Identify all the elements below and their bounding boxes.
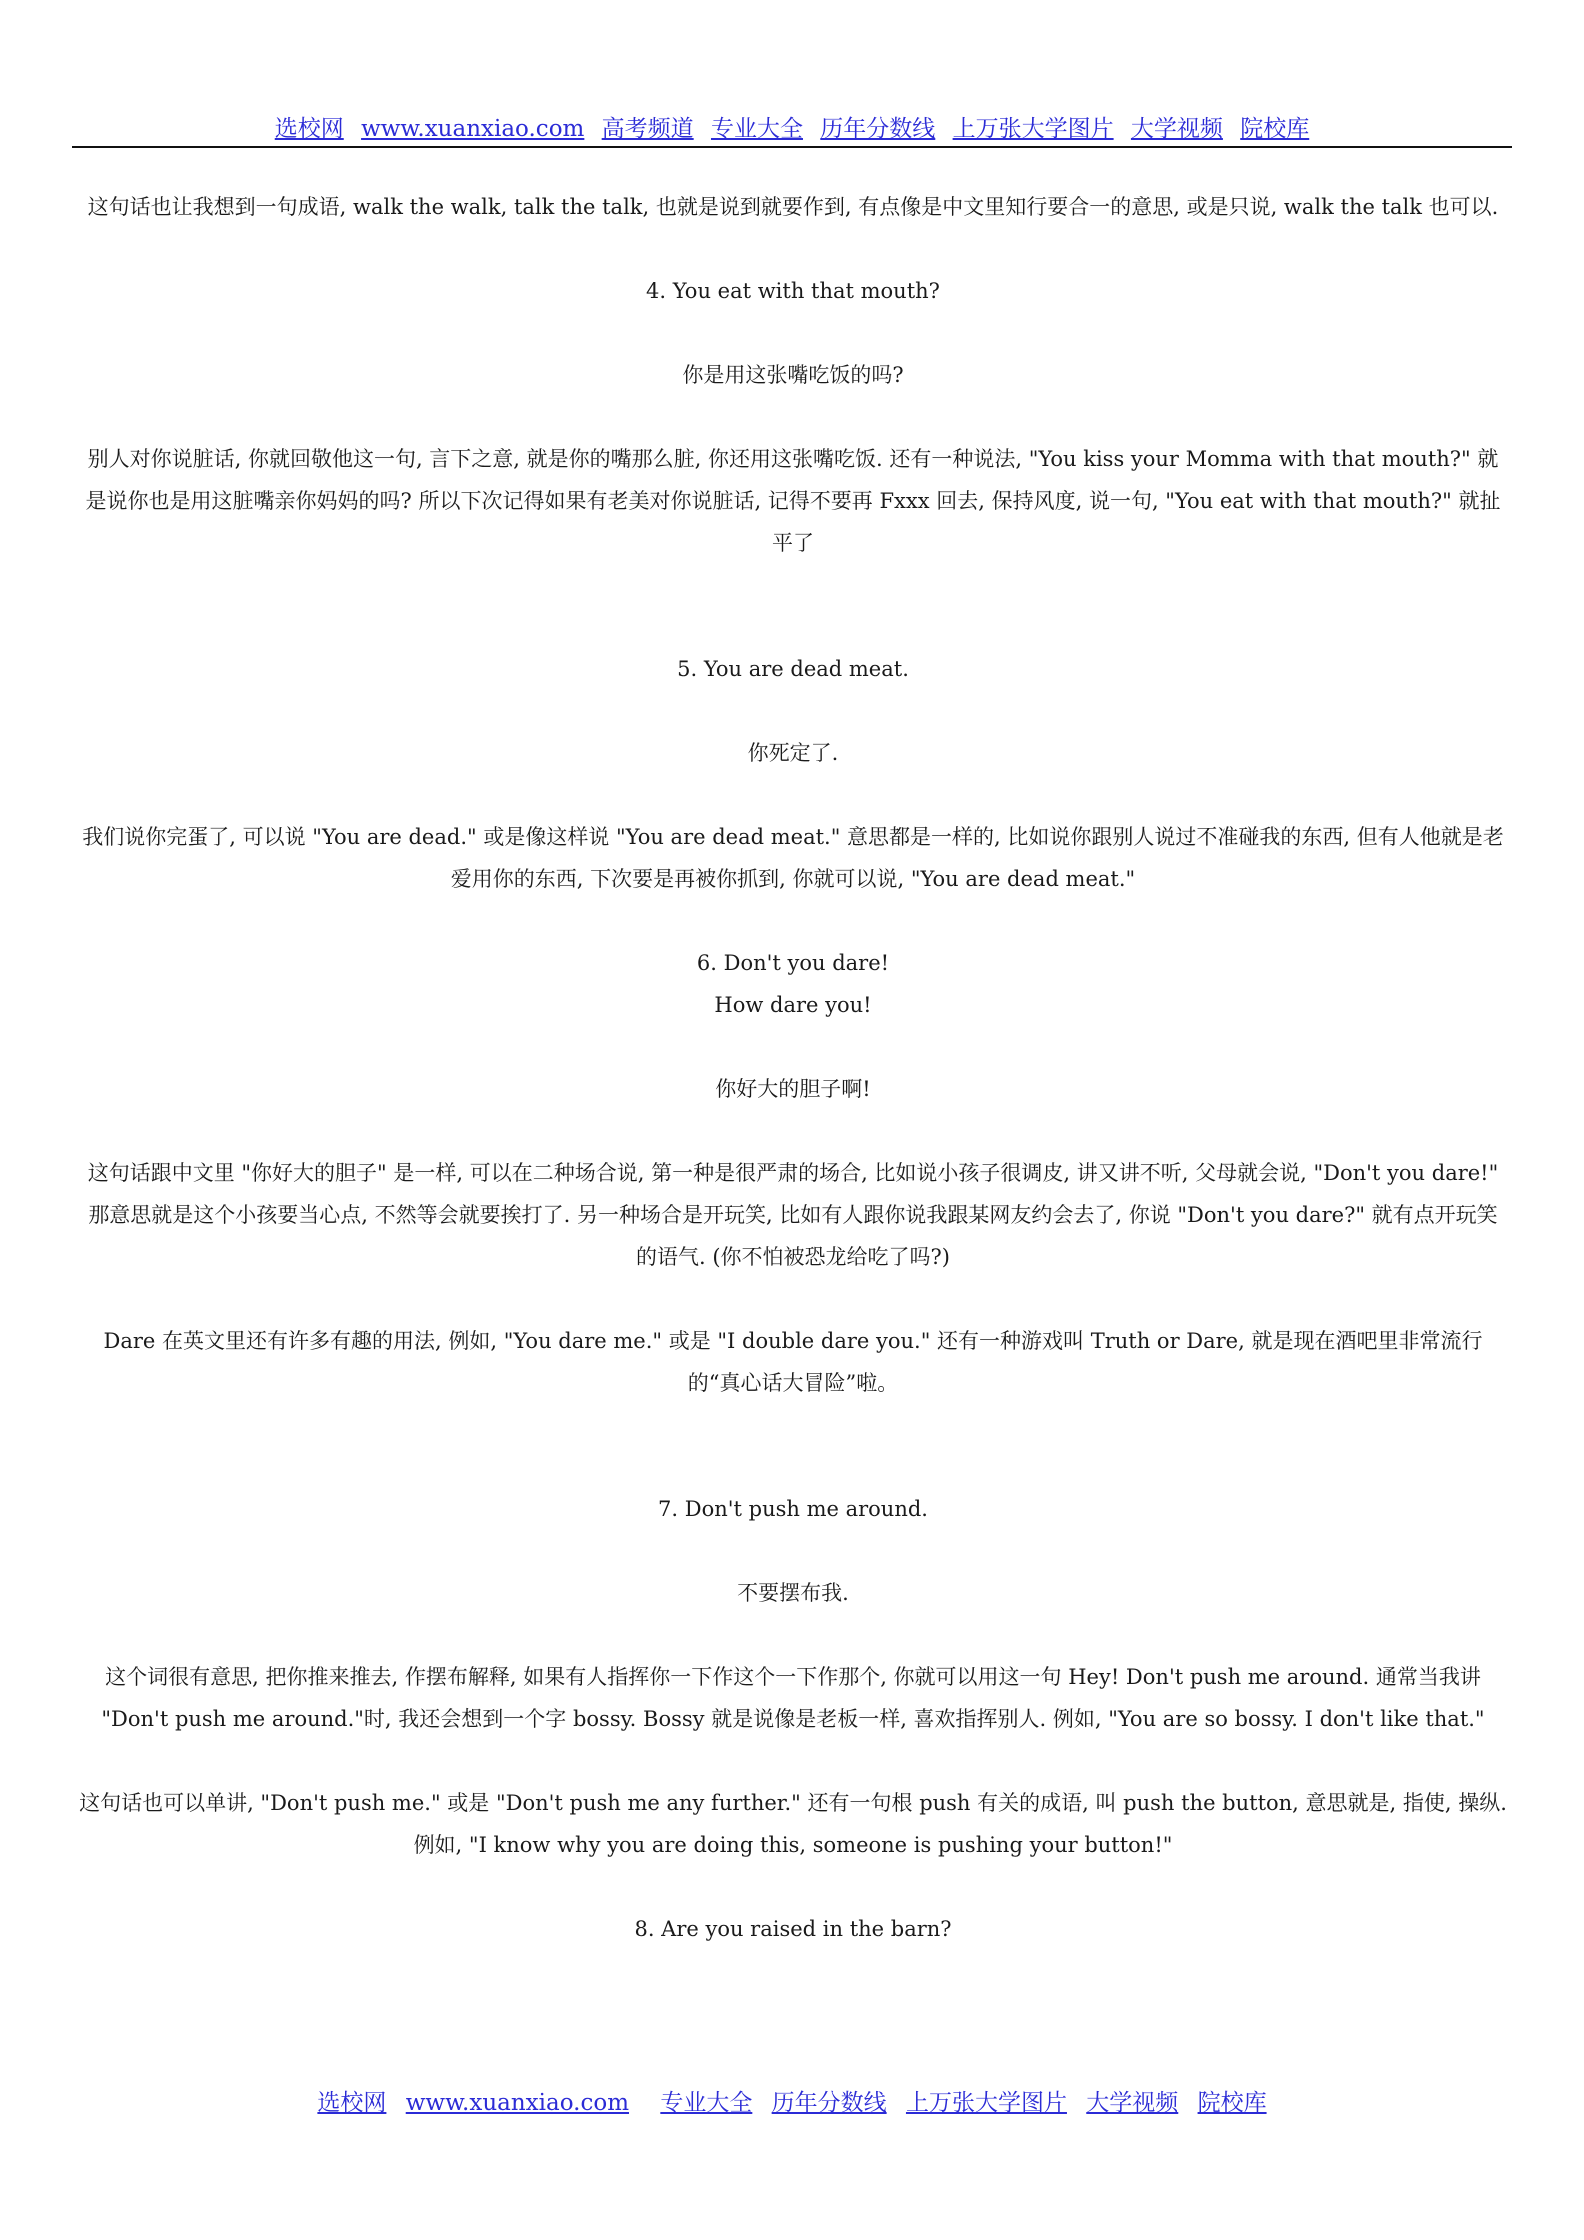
footer-link-videos[interactable]: 大学视频 <box>1086 2090 1179 2116</box>
footer-nav <box>0 2086 1584 2120</box>
item-4-explanation: 别人对你说脏话, 你就回敬他这一句, 言下之意, 就是你的嘴那么脏, 你还用这张嘴吃饭. 还有一种说法, "You kiss your Momma with that mouth?" 就是说你也是用这脏嘴亲你妈妈的吗? 所以下次记得如果有老美对你说脏话, 记得不要再 Fxxx 回去, 保持风度, 说一句, "You eat with that mouth?" 就扯平了 <box>85 447 1501 555</box>
item-5-explanation: 我们说你完蛋了, 可以说 "You are dead." 或是像这样说 "You are dead meat." 意思都是一样的, 比如说你跟别人说过不准碰我的东西, 但有人他就是老爱用你的东西, 下次要是再被你抓到, 你就可以说, "You are dead meat." <box>82 825 1504 891</box>
header-link-site-url[interactable]: www.xuanxiao.com <box>361 116 585 142</box>
item-4-translation: 你是用这张嘴吃饭的吗? <box>682 363 904 387</box>
footer-link-majors[interactable]: 专业大全 <box>660 2090 753 2116</box>
item-8-title: 8. Are you raised in the barn? <box>634 1917 952 1941</box>
item-6-explanation: 这句话跟中文里 "你好大的胆子" 是一样, 可以在二种场合说, 第一种是很严肃的场合, 比如说小孩子很调皮, 讲又讲不听, 父母就会说, "Don't you dare!" 那意思就是这个小孩要当心点, 不然等会就要挨打了. 另一种场合是开玩笑, 比如有人跟你说我跟某网友约会去了, 你说 "Don't you dare?" 就有点开玩笑的语气. (你不怕被恐龙给吃了吗?) <box>87 1161 1499 1269</box>
intro-paragraph: 这句话也让我想到一句成语, walk the walk, talk the talk, 也就是说到就要作到, 有点像是中文里知行要合一的意思, 或是只说, walk the talk 也可以. <box>87 195 1499 219</box>
footer-link-scores[interactable]: 历年分数线 <box>771 2090 887 2116</box>
header-link-colleges[interactable]: 院校库 <box>1240 116 1310 142</box>
item-4-title: 4. You eat with that mouth? <box>646 279 940 303</box>
header-link-videos[interactable]: 大学视频 <box>1130 116 1223 142</box>
item-7-translation: 不要摆布我. <box>737 1581 849 1605</box>
header-divider <box>72 146 1512 148</box>
header-link-gaokao[interactable]: 高考频道 <box>601 116 694 142</box>
item-6-title-alt: How dare you! <box>714 993 872 1017</box>
item-5-translation: 你死定了. <box>747 741 839 765</box>
footer-link-colleges[interactable]: 院校库 <box>1197 2090 1267 2116</box>
footer-link-photos[interactable]: 上万张大学图片 <box>905 2090 1067 2116</box>
header-link-xuanxiao[interactable]: 选校网 <box>274 116 344 142</box>
header-link-scores[interactable]: 历年分数线 <box>820 116 936 142</box>
header-link-photos[interactable]: 上万张大学图片 <box>952 116 1114 142</box>
item-7-title: 7. Don't push me around. <box>658 1497 928 1521</box>
header-nav <box>0 112 1584 146</box>
item-6-translation: 你好大的胆子啊! <box>715 1077 871 1101</box>
header-link-majors[interactable]: 专业大全 <box>710 116 803 142</box>
item-5-title: 5. You are dead meat. <box>677 657 909 681</box>
article-body <box>78 186 1508 1950</box>
item-6-title: 6. Don't you dare! <box>696 951 890 975</box>
footer-link-xuanxiao[interactable]: 选校网 <box>317 2090 387 2116</box>
footer-link-site-url[interactable]: www.xuanxiao.com <box>405 2090 630 2116</box>
item-6-extra: Dare 在英文里还有许多有趣的用法, 例如, "You dare me." 或是 "I double dare you." 还有一种游戏叫 Truth or Dare, 就是现在酒吧里非常流行的“真心话大冒险”啦。 <box>103 1329 1483 1395</box>
item-7-extra: 这句话也可以单讲, "Don't push me." 或是 "Don't push me any further." 还有一句根 push 有关的成语, 叫 push the button, 意思就是, 指使, 操纵. 例如, "I know why you are doing this, someone is pushing your button!" <box>79 1791 1507 1857</box>
item-7-explanation: 这个词很有意思, 把你推来推去, 作摆布解释, 如果有人指挥你一下作这个一下作那个, 你就可以用这一句 Hey! Don't push me around. 通常当我讲 "Don't push me around."时, 我还会想到一个字 bossy. Bossy 就是说像是老板一样, 喜欢指挥别人. 例如, "You are so bossy. I don't like that." <box>101 1665 1485 1731</box>
